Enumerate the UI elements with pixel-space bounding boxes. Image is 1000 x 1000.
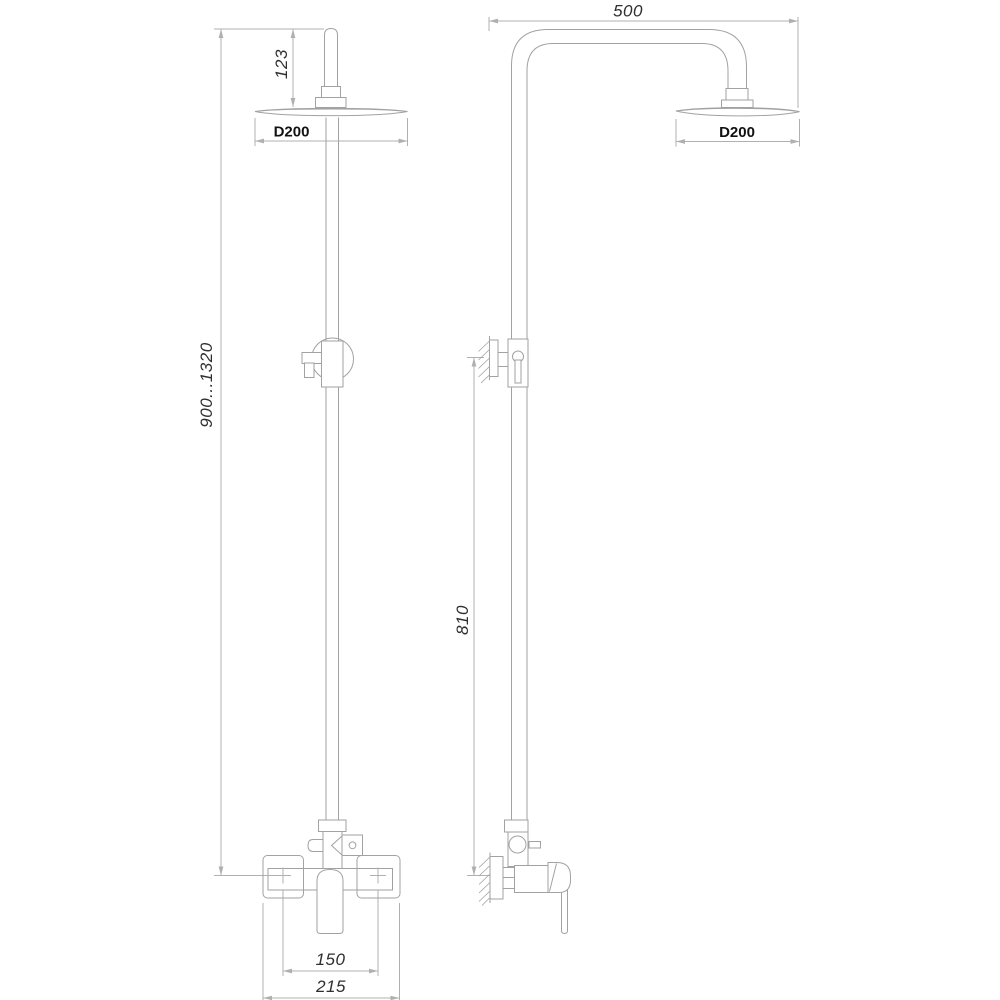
shower-head-side [676,89,800,116]
wall-bracket-side [479,336,529,387]
dim-head-diameter-front-label: D200 [273,123,310,141]
diverter-knob-front [308,840,323,852]
wall-hatching-bottom [479,857,490,906]
dim-head-diameter-side [676,119,800,147]
dim-head-diameter-front [255,118,408,146]
dim-head-diameter-side-label: D200 [719,124,755,141]
dim-arm-projection [489,2,798,109]
dim-head-stem-label: 123 [272,49,291,79]
side-view [453,2,800,934]
dim-connection-centers-label: 150 [315,950,346,969]
mixer-handle-front [317,870,343,934]
mixer-side [479,820,571,934]
dim-head-stem [272,29,295,107]
front-view [197,29,408,1000]
dim-arm-projection-label: 500 [613,1,643,21]
mixer-body-side [515,866,549,893]
dim-riser-height [453,358,490,876]
dim-height-range [197,29,324,876]
dim-riser-height-label: 810 [453,605,472,635]
dim-mixer-width-label: 215 [316,977,346,996]
riser-pipe-front [326,118,339,821]
slider-bracket-front [302,338,354,387]
dim-height-range-label: 900...1320 [197,342,216,428]
mixer-cartridge-side [548,863,571,893]
shower-arm-side [512,30,747,833]
diverter-knob-side [509,836,526,853]
wall-hatching-top [479,341,490,383]
lock-lever-side [515,360,521,383]
mixer-front [214,820,400,934]
